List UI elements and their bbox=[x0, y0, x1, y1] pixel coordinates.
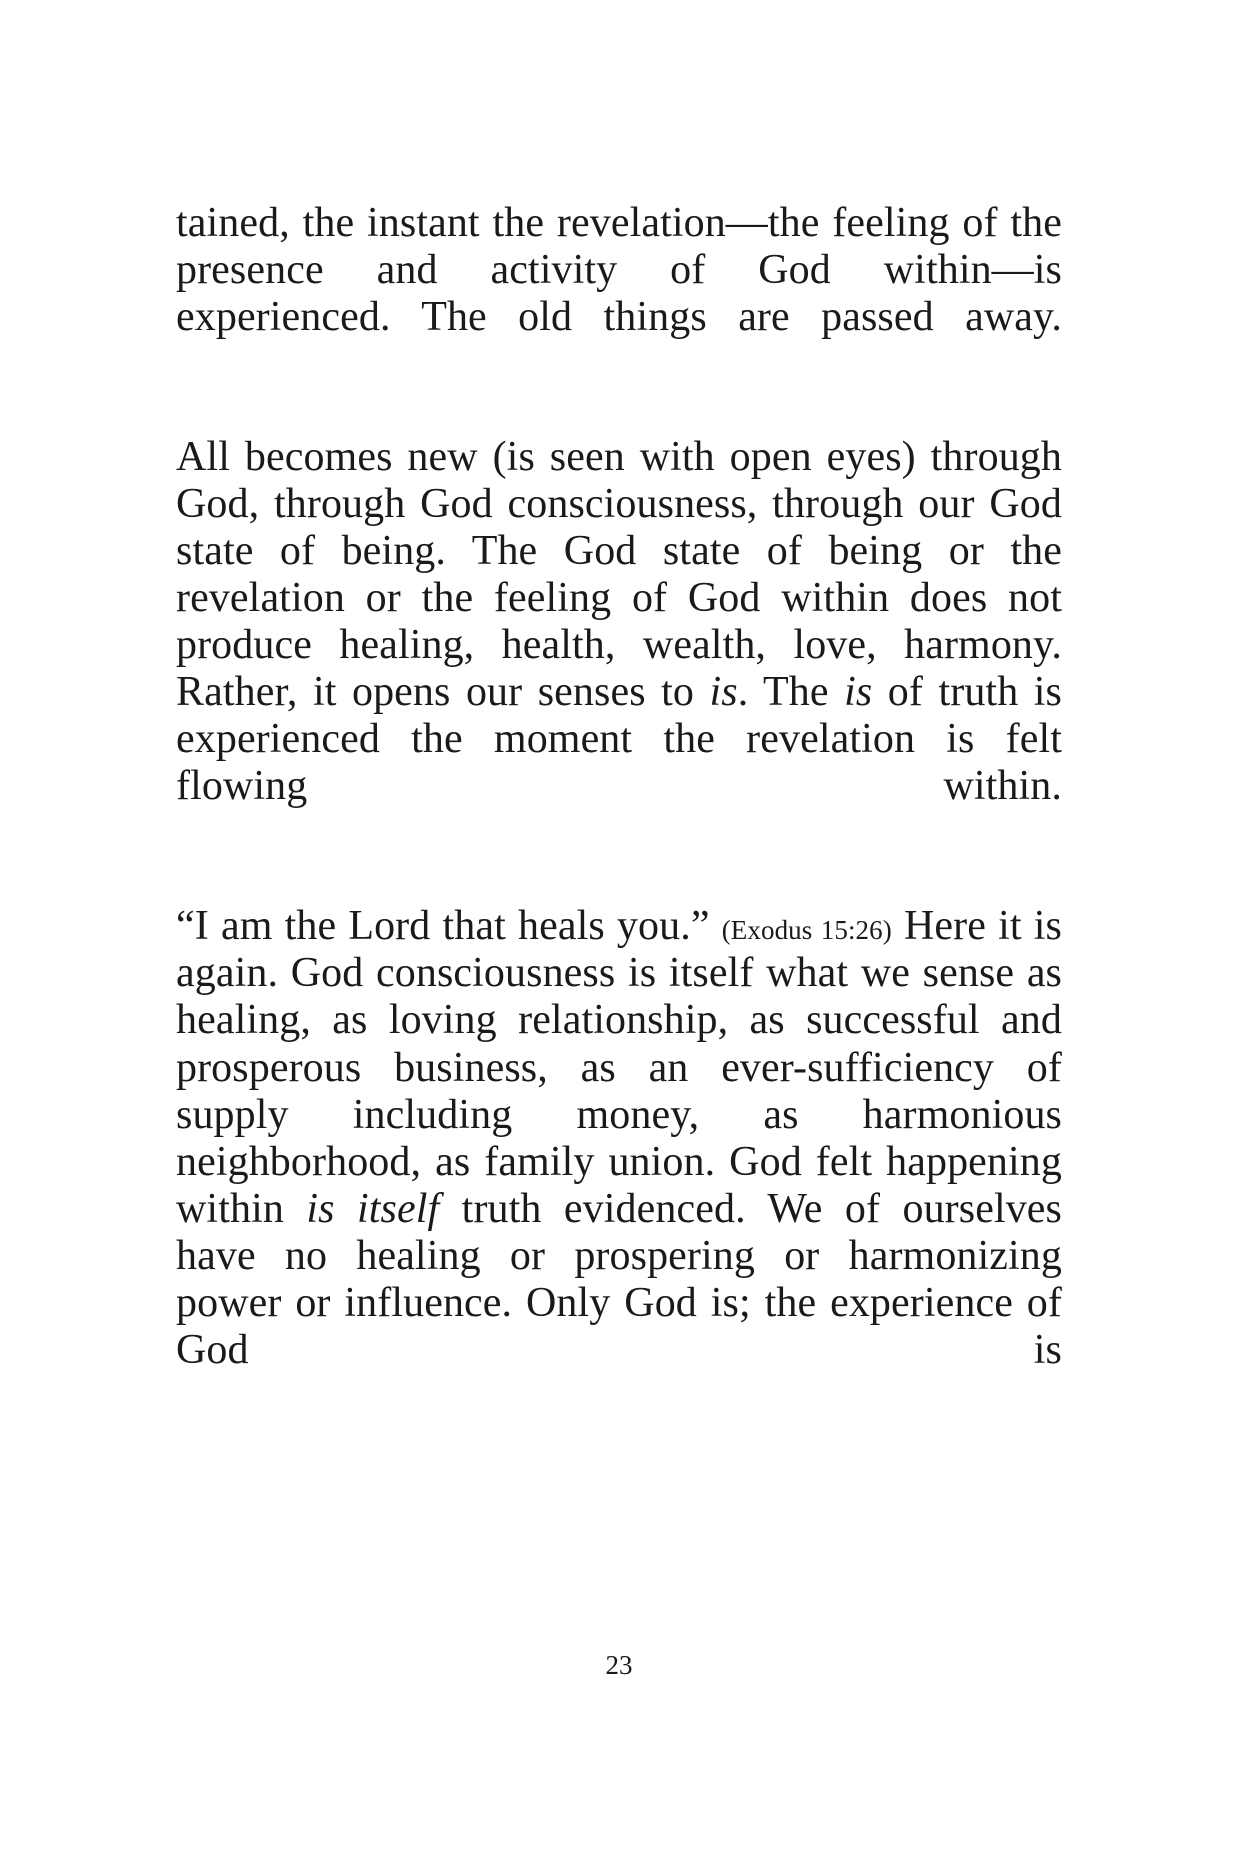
emphasis-text: is itself bbox=[306, 1185, 440, 1232]
emphasis-text: is bbox=[709, 669, 738, 716]
body-text: truth evidenced. We of ourselves have no healing or prospering or harmonizing power or influence. Only God is; the experience of God is bbox=[176, 1185, 1062, 1373]
paragraph-3 bbox=[176, 903, 1062, 1420]
body-text: tained, the instant the revelation—the feeling of the presence and activity of God within—is experienced. The old things are passed away. bbox=[176, 200, 1062, 341]
body-text: Here it is again. God consciousness is itself what we sense as healing, as loving relationship, as successful and prosperous business, as an ever-sufficiency of supply including money, as harmonious neighborhood, as family union. God felt happening within bbox=[176, 903, 1062, 1232]
emphasis-text: is bbox=[844, 669, 873, 716]
paragraph-1 bbox=[176, 200, 1062, 388]
scripture-citation: (Exodus 15:26) bbox=[721, 915, 892, 946]
paragraph-2 bbox=[176, 434, 1062, 857]
body-text-column bbox=[176, 200, 1062, 1421]
body-text: “I am the Lord that heals you.” bbox=[176, 903, 722, 950]
body-text: . The bbox=[737, 669, 845, 716]
body-text: All becomes new (is seen with open eyes) through God, through God consciousness, through our God state of being. The God state of being or the revelation or the feeling of God within does not produce healing, health, wealth, love, harmony. Rather, it opens our senses to bbox=[176, 434, 1062, 716]
body-text: of truth is experienced the moment the revelation is felt flowing within. bbox=[176, 669, 1062, 810]
page-number: 23 bbox=[605, 1650, 633, 1680]
